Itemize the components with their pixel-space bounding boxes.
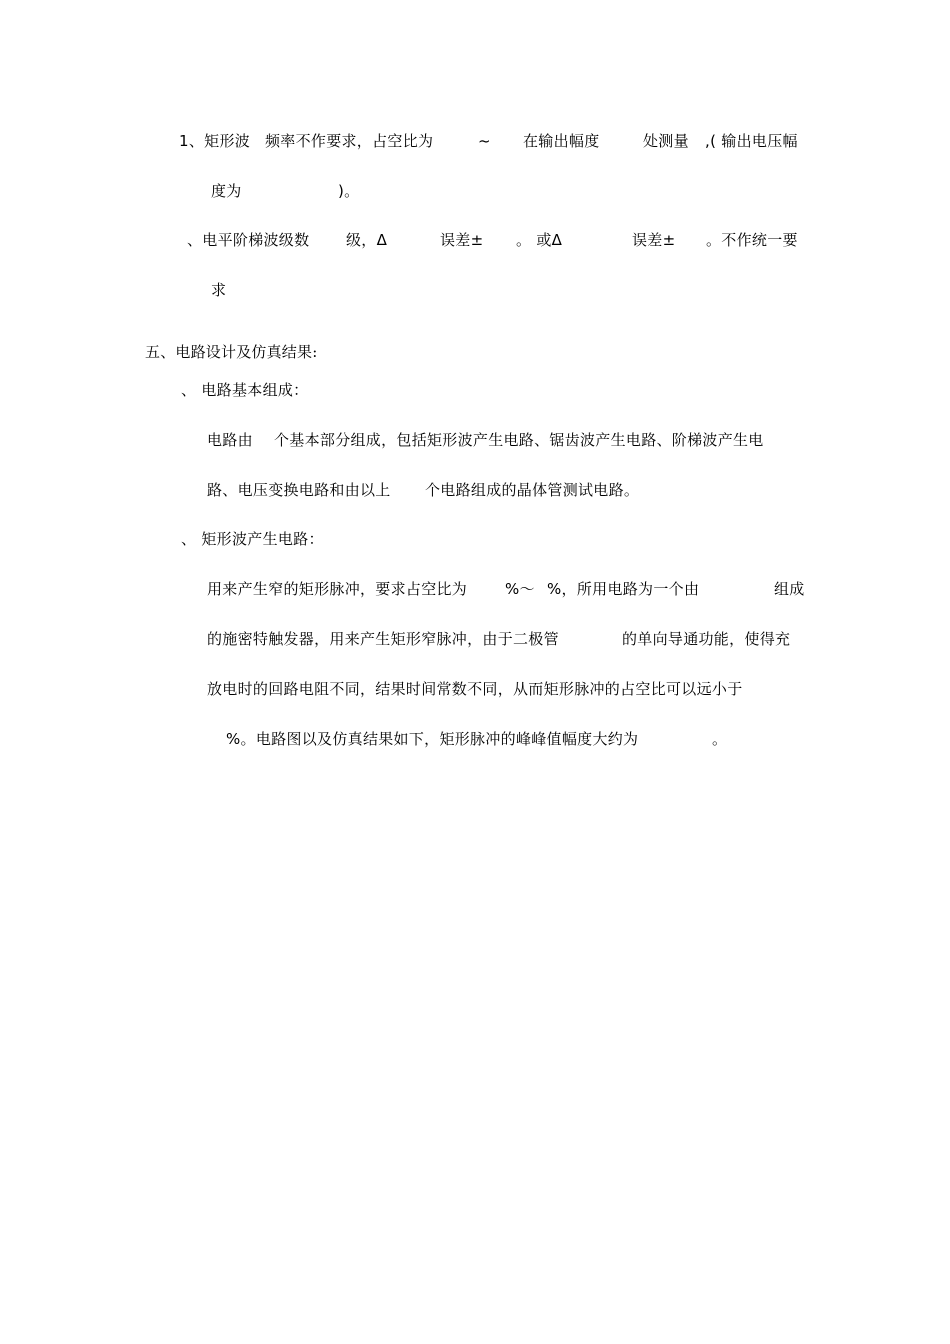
sub1-para-line1-a: 电路由	[207, 431, 253, 449]
sub2-heading: 、 矩形波产生电路：	[181, 530, 324, 548]
item2-text-c: 误差±	[440, 231, 484, 249]
sub1-heading: 、 电路基本组成：	[181, 381, 309, 399]
item1-text-a: 1、矩形波	[179, 132, 251, 150]
item2-text-d: 。 或Δ	[516, 231, 563, 249]
item2-text-b: 级，Δ	[346, 231, 388, 249]
sub2-para-line2-b: 的单向导通功能，使得充	[622, 630, 791, 648]
item1-text-d: 在输出幅度	[523, 132, 600, 150]
sub2-para-line1-b: %～	[505, 580, 535, 598]
section5-heading: 五、电路设计及仿真结果:	[145, 343, 318, 361]
item1-line2-b: )。	[338, 182, 360, 200]
item2-text-e: 误差±	[632, 231, 676, 249]
item1-text-e: 处测量	[643, 132, 689, 150]
item1-text-f: ,( 输出电压幅	[705, 132, 798, 150]
item1-text-c: ~	[478, 132, 491, 150]
sub2-para-line1-c: %，所用电路为一个由	[547, 580, 700, 598]
sub2-para-line3: 放电时的回路电阻不同，结果时间常数不同，从而矩形脉冲的占空比可以远小于	[207, 680, 743, 698]
item2-line2: 求	[211, 281, 227, 299]
sub1-para-line1-b: 个基本部分组成，包括矩形波产生电路、锯齿波产生电路、阶梯波产生电	[274, 431, 764, 449]
sub1-para-line2-a: 路、电压变换电路和由以上	[207, 481, 391, 499]
item1-text-b: 频率不作要求，占空比为	[265, 132, 434, 150]
sub2-para-line1-a: 用来产生窄的矩形脉冲，要求占空比为	[207, 580, 468, 598]
sub2-para-line4-a: %。电路图以及仿真结果如下，矩形脉冲的峰峰值幅度大约为	[226, 730, 639, 748]
sub2-para-line4-b: 。	[712, 730, 728, 748]
sub2-para-line2-a: 的施密特触发器，用来产生矩形窄脉冲，由于二极管	[207, 630, 559, 648]
item1-line2-a: 度为	[211, 182, 242, 200]
sub1-para-line2-b: 个电路组成的晶体管测试电路。	[425, 481, 640, 499]
item2-text-f: 。不作统一要	[706, 231, 798, 249]
item2-text-a: 、电平阶梯波级数	[187, 231, 310, 249]
sub2-para-line1-d: 组成	[774, 580, 805, 598]
